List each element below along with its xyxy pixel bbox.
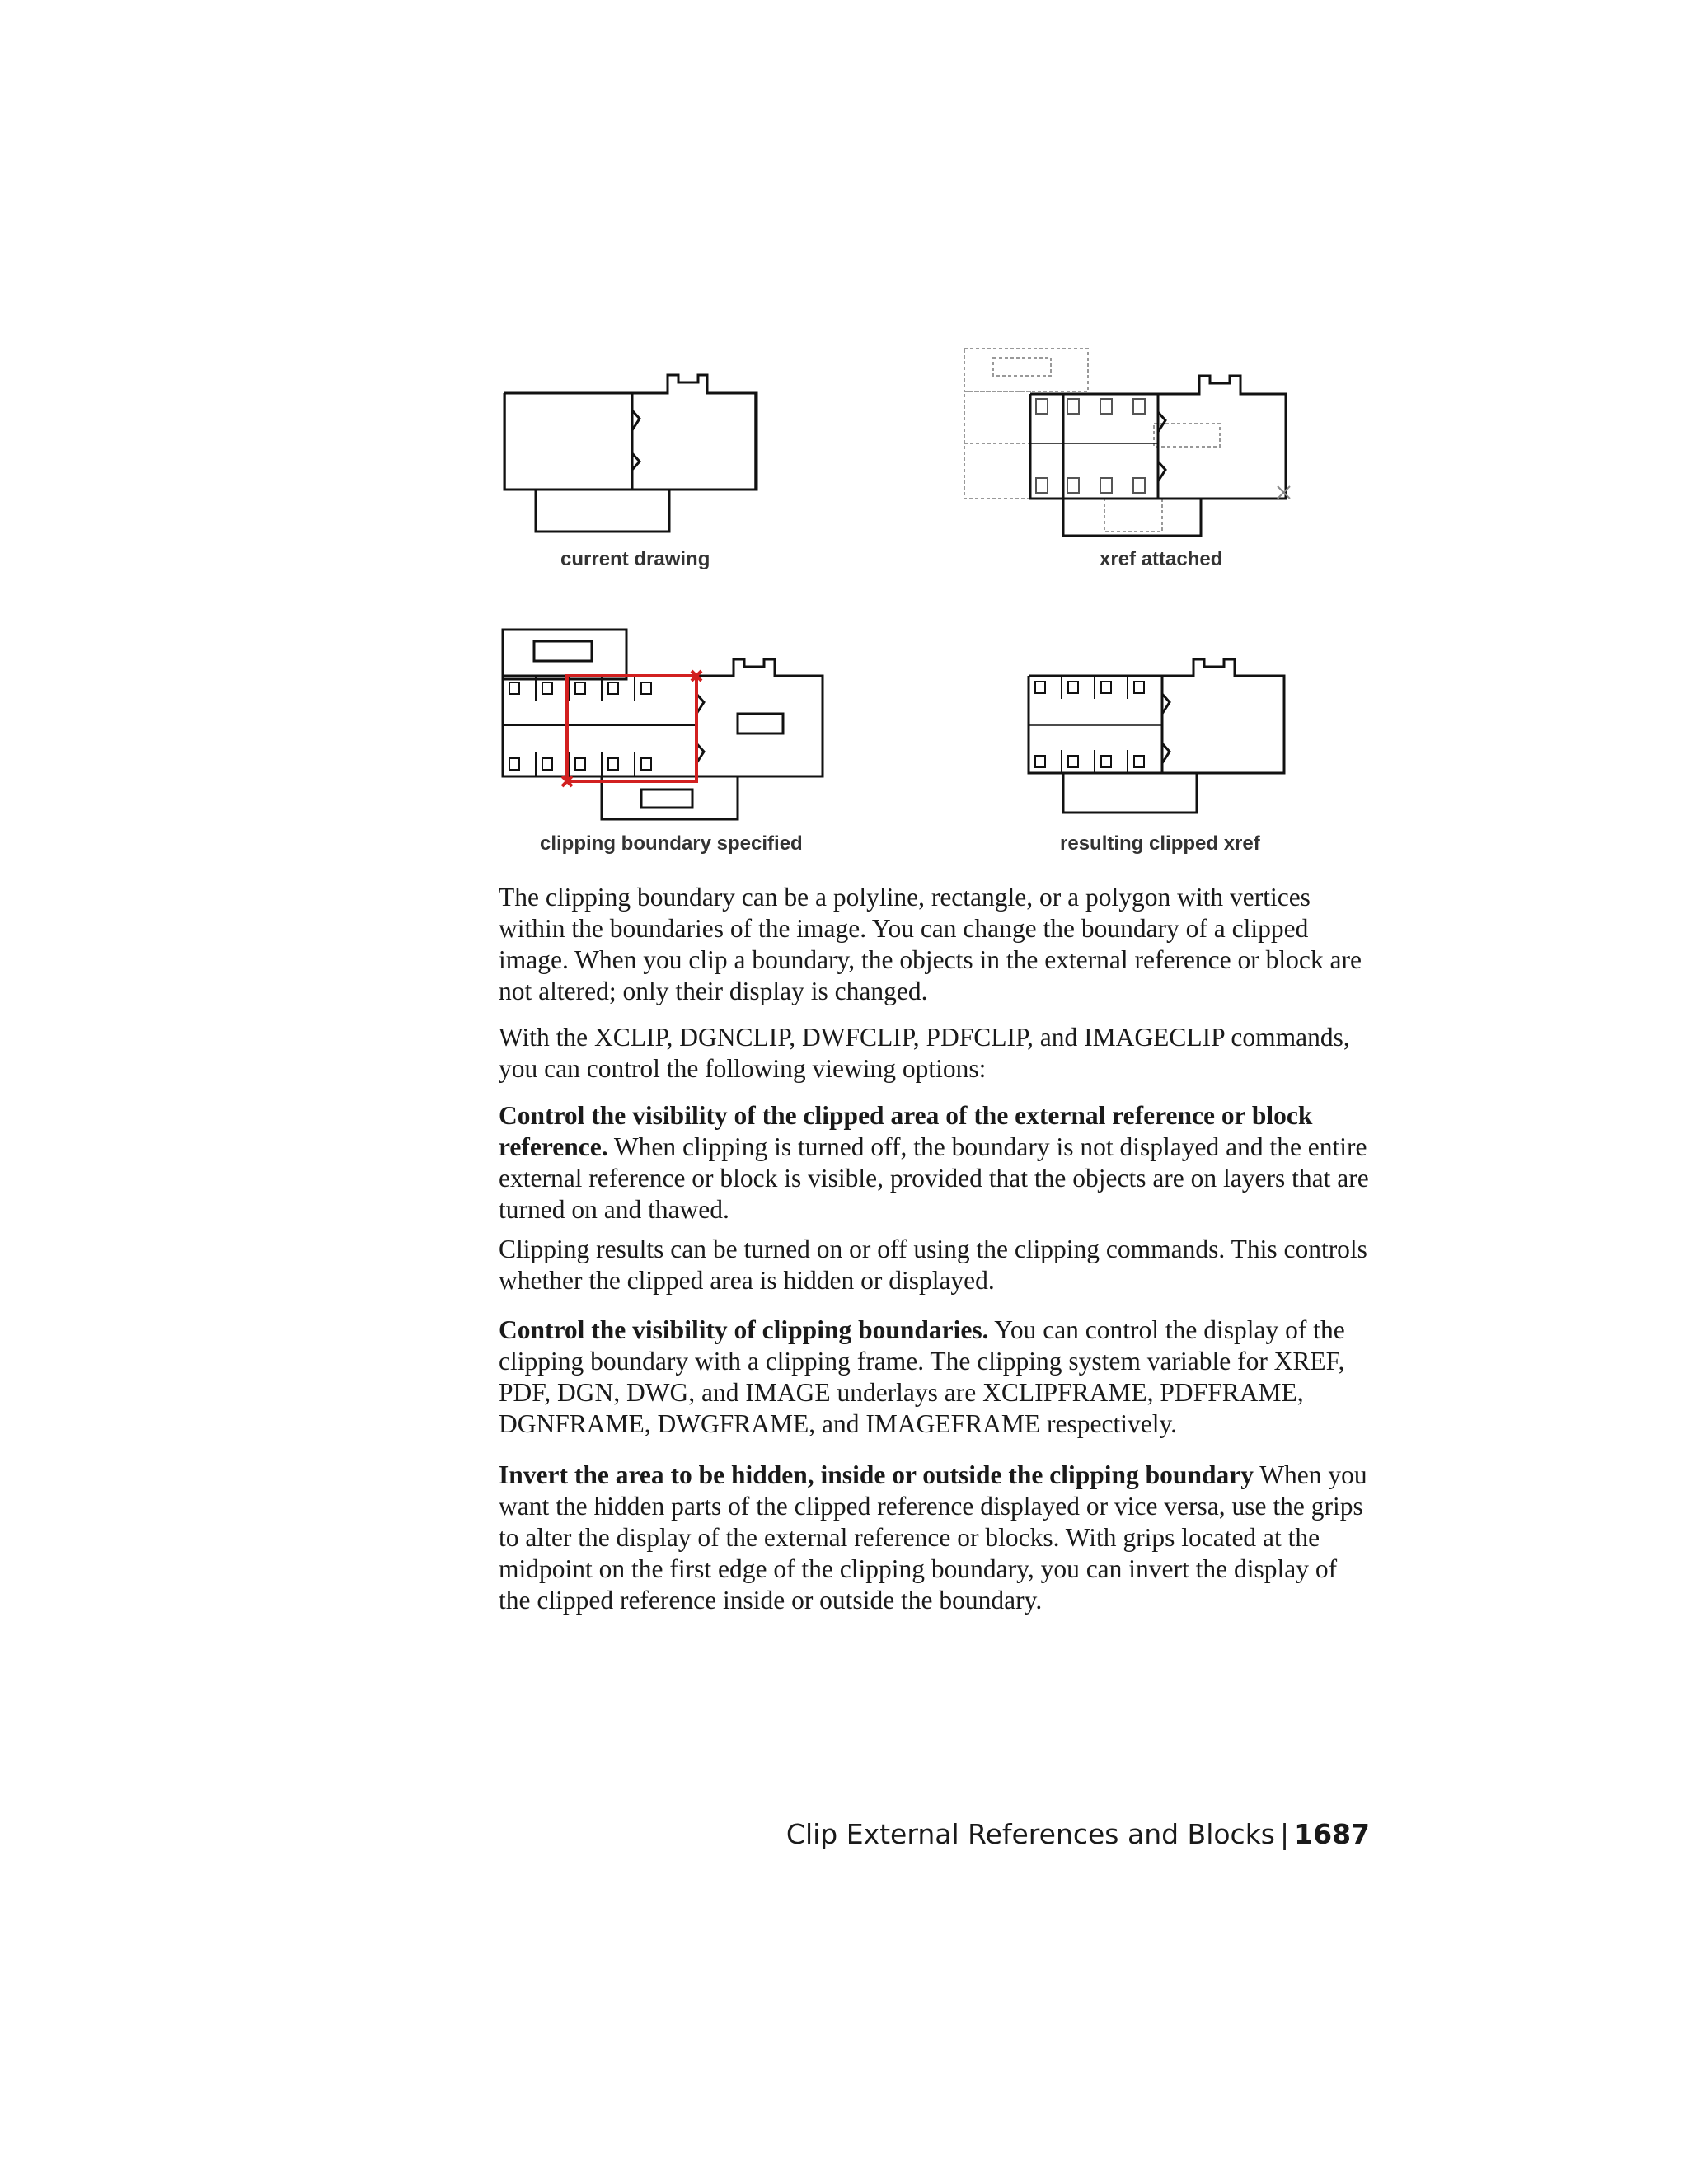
option-1-extra-text: Clipping results can be turned on or off using the clipping commands. This controls whether the clipped area is hidden or displayed. [499, 1235, 1367, 1295]
body-para-2 [499, 1022, 1372, 1085]
page-number: 1687 [1294, 1818, 1370, 1850]
figure-xref-attached [960, 346, 1306, 544]
caption-xref-attached: xref attached [1100, 548, 1223, 570]
footer-separator: | [1280, 1818, 1290, 1850]
option-2-title: Control the visibility of clipping boundaries. [499, 1315, 989, 1344]
caption-current-drawing: current drawing [560, 548, 710, 570]
footer-title: Clip External References and Blocks [785, 1818, 1276, 1850]
current-drawing-plan [495, 371, 775, 544]
caption-clipping-boundary: clipping boundary specified [540, 832, 803, 855]
option-1-text: When clipping is turned off, the boundary is not displayed and the entire external reference or block is visible, provided that the objects are on layers that are turned on and thawed. [499, 1132, 1369, 1224]
option-3-text: When you want the hidden parts of the clipped reference displayed or vice versa, use the grips to alter the display of the external reference or blocks. With grips located at the midpoint on the first edge of the clipping boundary, you can invert the display of the clipped reference inside or outside the boundary. [499, 1460, 1367, 1615]
page-footer [786, 1818, 1370, 1850]
para-commands: With the XCLIP, DGNCLIP, DWFCLIP, PDFCLIP, and IMAGECLIP commands, you can control the following viewing options: [499, 1023, 1350, 1083]
option-visibility-boundaries [499, 1315, 1372, 1440]
xref-attached-plan [960, 346, 1306, 544]
body-para-1 [499, 882, 1372, 1007]
option-2-text: You can control the display of the clipping boundary with a clipping frame. The clipping system variable for XREF, PDF, DGN, DWG, and IMAGE underlays are XCLIPFRAME, PDFFRAME, DGNFRAME, DWGFRAME, and IMAGEFRAME respectively. [499, 1315, 1345, 1438]
option-visibility-clipped-area [499, 1100, 1372, 1226]
option-3-title: Invert the area to be hidden, inside or outside the clipping boundary [499, 1460, 1254, 1489]
option-invert-area [499, 1460, 1372, 1616]
figure-resulting-clipped [1022, 651, 1294, 824]
clipping-boundary-plan [495, 628, 841, 826]
option-1-title: Control the visibility of the clipped area of the external reference or block reference. [499, 1101, 1313, 1161]
caption-resulting-clipped: resulting clipped xref [1060, 832, 1260, 855]
figure-clipping-boundary [495, 628, 841, 826]
option-1-extra [499, 1234, 1372, 1296]
resulting-clipped-plan [1022, 651, 1294, 824]
para-clipping-boundary: The clipping boundary can be a polyline, rectangle, or a polygon with vertices within the boundaries of the image. You can change the boundary of a clipped image. When you clip a boundary, the objects in the external reference or block are not altered; only their display is changed. [499, 883, 1362, 1005]
figure-current-drawing [495, 371, 775, 544]
